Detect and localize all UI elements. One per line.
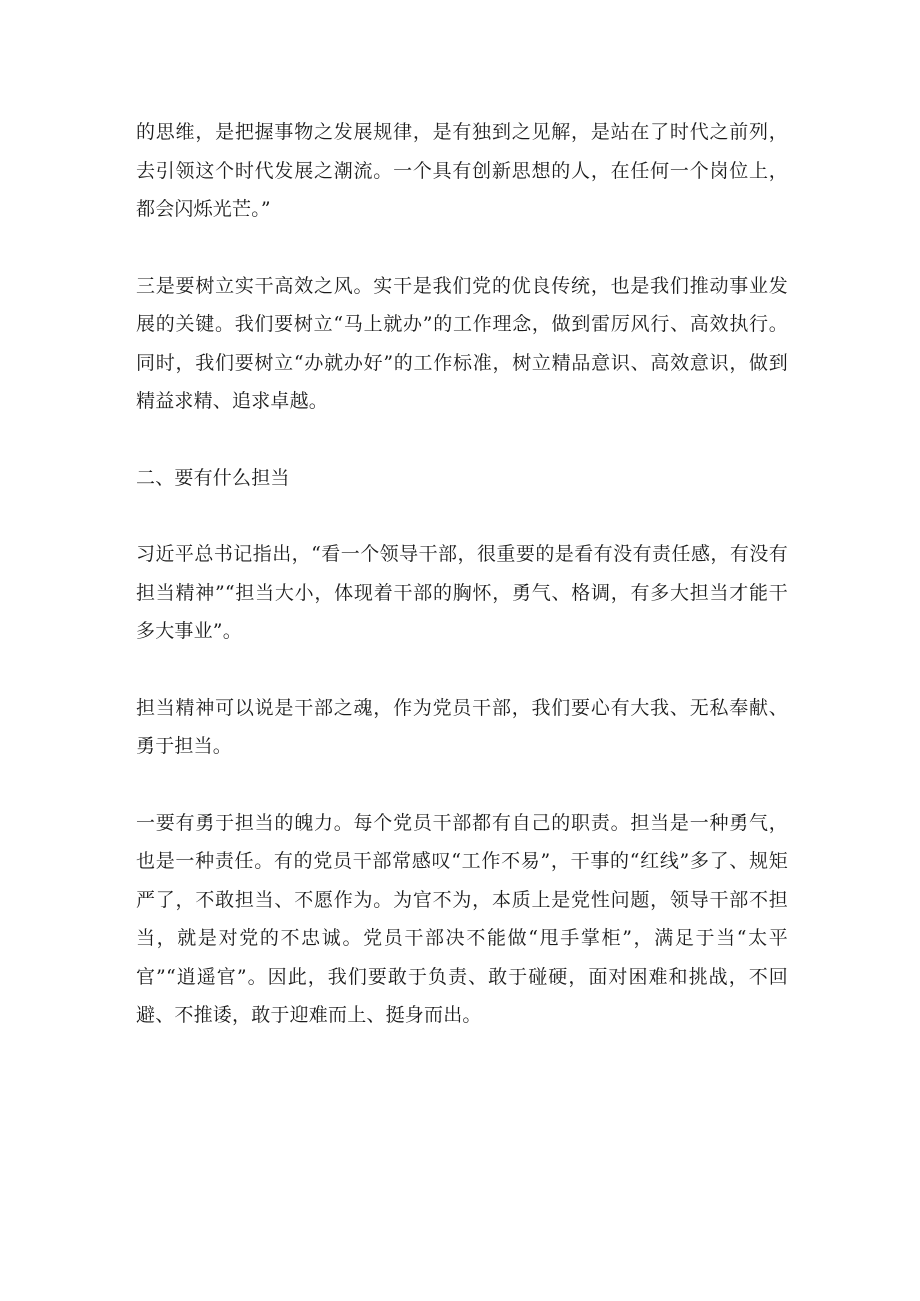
section-heading-responsibility: 二、要有什么担当	[136, 466, 290, 489]
paragraph-courage-to-take-responsibility: 一要有勇于担当的魄力。每个党员干部都有自己的职责。担当是一种勇气，也是一种责任。有的党员干部常感叹“工作不易”，干事的“红线”多了、规矩严了，不敢担当、不愿作为。为官不为，本质上是党性问题，领导干部不担当，就是对党的不忠诚。党员干部决不能做“甩手掌柜”，满足于当“太平官”“逍遥官”。因此，我们要敢于负责、敢于碰硬，面对困难和挑战，不回避、不推诿，敢于迎难而上、挺身而出。	[136, 811, 788, 1026]
document-body	[136, 113, 788, 1073]
paragraph-practical-efficiency: 三是要树立实干高效之风。实干是我们党的优良传统，也是我们推动事业发展的关键。我们要树立“马上就办”的工作理念，做到雷厉风行、高效执行。同时，我们要树立“办就办好”的工作标准，树立精品意识、高效意识，做到精益求精、追求卓越。	[136, 274, 788, 412]
paragraph-spirit-of-cadres: 担当精神可以说是干部之魂，作为党员干部，我们要心有大我、无私奉献、勇于担当。	[136, 696, 788, 757]
paragraph-innovation-thinking: 的思维，是把握事物之发展规律，是有独到之见解，是站在了时代之前列，去引领这个时代发展之潮流。一个具有创新思想的人，在任何一个岗位上，都会闪烁光芒。”	[136, 121, 788, 220]
paragraph-quote-responsibility: 习近平总书记指出，“看一个领导干部，很重要的是看有没有责任感，有没有担当精神”“担当大小，体现着干部的胸怀，勇气、格调，有多大担当才能干多大事业”。	[136, 543, 788, 642]
